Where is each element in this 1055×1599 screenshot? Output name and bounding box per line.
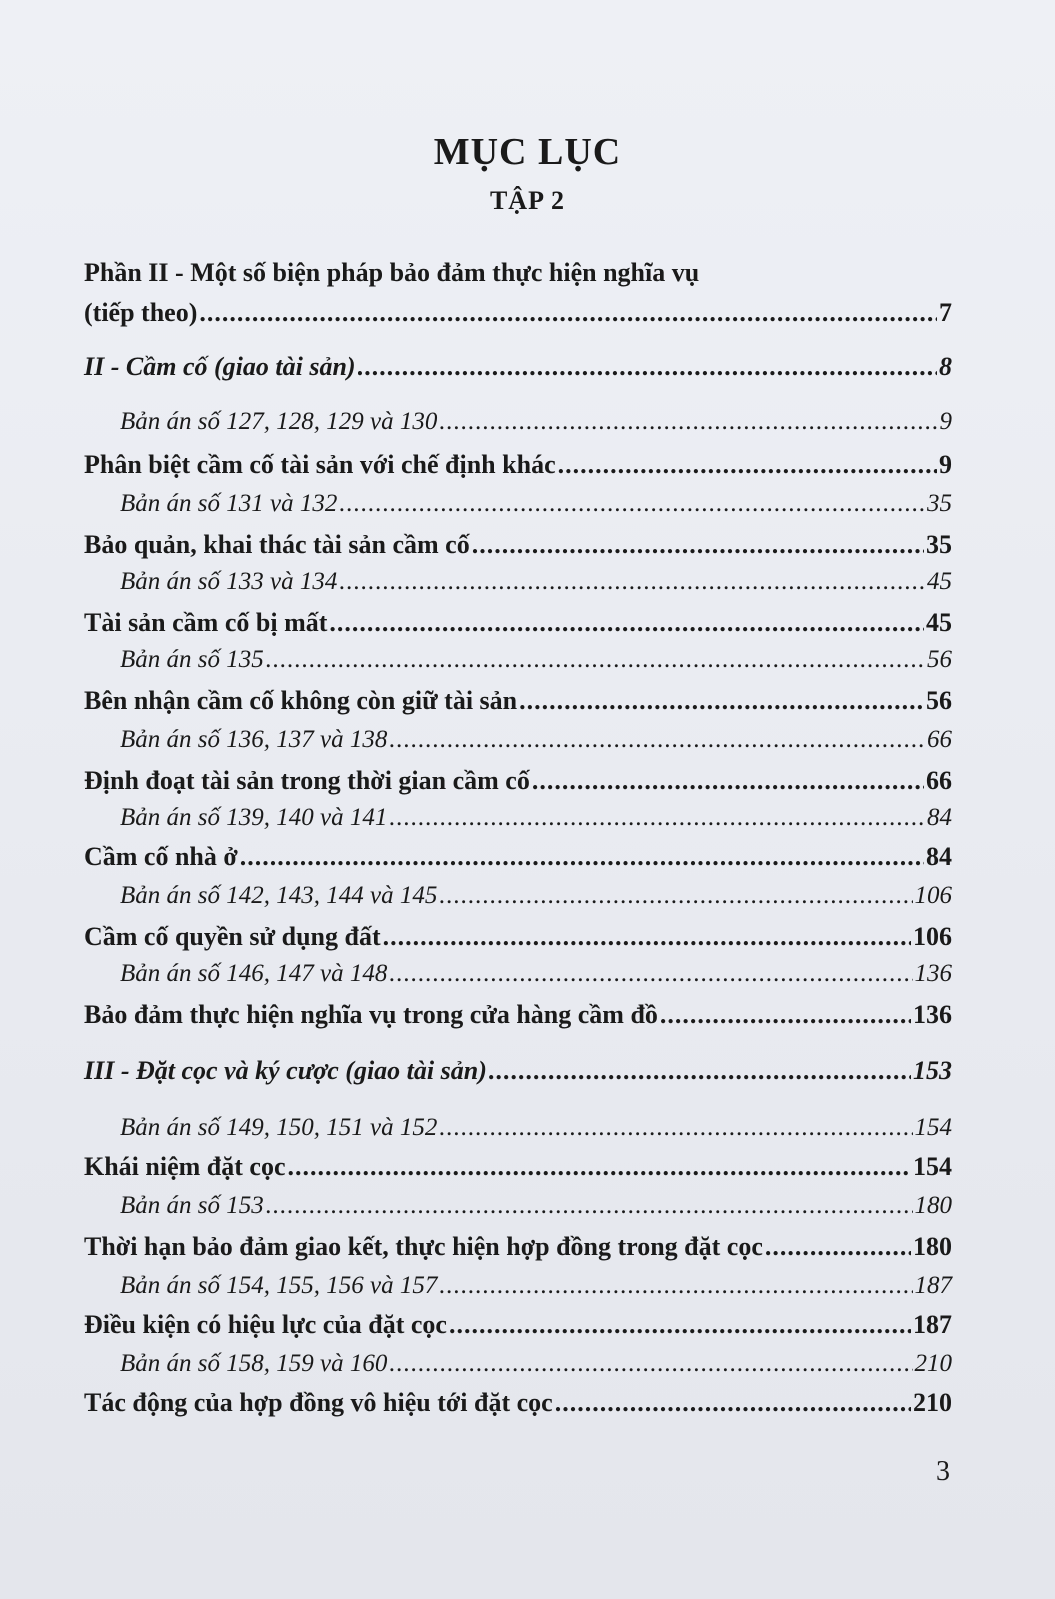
toc-entry — [84, 960, 952, 988]
toc-entry-label: Bản án số 136, 137 và 138 — [120, 726, 388, 753]
toc-entry — [84, 298, 952, 328]
toc-entry-page: 66 — [927, 726, 952, 753]
dot-leader — [439, 1272, 912, 1300]
toc-entry — [84, 608, 952, 638]
toc-entry — [84, 450, 952, 480]
toc-entry-page: 180 — [914, 1192, 952, 1219]
dot-leader — [339, 490, 925, 518]
toc-entry-label: Tài sản cầm cố bị mất — [84, 608, 328, 637]
toc-entry-page: 154 — [914, 1114, 952, 1141]
page-number: 3 — [936, 1456, 950, 1487]
toc-entry-label: Bản án số 149, 150, 151 và 152 — [120, 1114, 438, 1141]
toc-entry-page: 8 — [939, 352, 952, 381]
toc-entry — [84, 530, 952, 560]
toc-entry-page: 154 — [913, 1152, 952, 1181]
dot-leader — [660, 1000, 911, 1030]
toc-entry — [84, 1388, 952, 1418]
toc-entry-label: Bản án số 135 — [120, 646, 264, 673]
toc-entry-label: Tác động của hợp đồng vô hiệu tới đặt cọc — [84, 1388, 553, 1417]
toc-entry — [84, 686, 952, 716]
dot-leader — [519, 686, 924, 716]
toc-entry — [84, 1000, 952, 1030]
toc-entry-label: Bản án số 127, 128, 129 và 130 — [120, 408, 438, 435]
dot-leader — [389, 1350, 912, 1378]
dot-leader — [339, 568, 925, 596]
toc-entry — [84, 1272, 952, 1300]
toc-entry-label: Bản án số 139, 140 và 141 — [120, 804, 388, 831]
toc-entry-label: III - Đặt cọc và ký cược (giao tài sản) — [84, 1056, 487, 1085]
dot-leader — [389, 804, 925, 832]
toc-entry-label: (tiếp theo) — [84, 298, 198, 327]
toc-entry-page: 9 — [939, 408, 952, 435]
toc-entry — [84, 408, 952, 436]
toc-entry-label: Bản án số 154, 155, 156 và 157 — [120, 1272, 438, 1299]
toc-entry — [84, 766, 952, 796]
toc-entry-label: Cầm cố quyền sử dụng đất — [84, 922, 381, 951]
toc-entry-page: 153 — [913, 1056, 952, 1085]
toc-entry-label: Bảo đảm thực hiện nghĩa vụ trong cửa hàng cầm đồ — [84, 1000, 658, 1029]
toc-entry — [84, 1152, 952, 1182]
toc-entry-page: 136 — [913, 1000, 952, 1029]
toc-entry-label: Cầm cố nhà ở — [84, 842, 238, 871]
dot-leader — [389, 960, 912, 988]
toc-entry-page: 136 — [914, 960, 952, 987]
toc-entry — [84, 490, 952, 518]
toc-entry-label: Điều kiện có hiệu lực của đặt cọc — [84, 1310, 447, 1339]
toc-entry-page: 106 — [914, 882, 952, 909]
toc-entry — [84, 1056, 952, 1086]
dot-leader — [199, 298, 937, 328]
toc-entry-label: Bản án số 158, 159 và 160 — [120, 1350, 388, 1377]
page-title: MỤC LỤC — [433, 131, 622, 173]
dot-leader — [240, 842, 924, 872]
toc-entry-page: 180 — [913, 1232, 952, 1261]
dot-leader — [555, 1388, 911, 1418]
toc-entry-page: 9 — [939, 450, 952, 479]
toc-entry-label: Bản án số 146, 147 và 148 — [120, 960, 388, 987]
dot-leader — [358, 352, 937, 382]
toc-entry-page: 210 — [913, 1388, 952, 1417]
part-heading: Phần II - Một số biện pháp bảo đảm thực hiện nghĩa vụ — [84, 258, 700, 287]
toc-entry — [84, 1310, 952, 1340]
toc-entry — [84, 568, 952, 596]
toc-entry-page: 187 — [914, 1272, 952, 1299]
dot-leader — [329, 608, 924, 638]
toc-entry-page: 35 — [926, 530, 952, 559]
dot-leader — [389, 726, 925, 754]
toc-entry — [84, 1232, 952, 1262]
dot-leader — [288, 1152, 912, 1182]
toc-entry-label: Phân biệt cầm cố tài sản với chế định khác — [84, 450, 556, 479]
toc-entry-page: 84 — [926, 842, 952, 871]
toc-entry-page: 35 — [927, 490, 952, 517]
toc-entry — [84, 726, 952, 754]
toc-entry-label: Bản án số 153 — [120, 1192, 264, 1219]
toc-entry-page: 210 — [914, 1350, 952, 1377]
toc-entry-label: Bản án số 133 và 134 — [120, 568, 338, 595]
toc-entry-label: Khái niệm đặt cọc — [84, 1152, 286, 1181]
toc-entry — [84, 922, 952, 952]
dot-leader — [558, 450, 937, 480]
toc-entry — [84, 804, 952, 832]
toc-entry-label: II - Cầm cố (giao tài sản) — [84, 352, 356, 381]
toc-entry-page: 66 — [926, 766, 952, 795]
toc-entry-label: Bản án số 142, 143, 144 và 145 — [120, 882, 438, 909]
toc-entry — [84, 352, 952, 382]
toc-entry-page: 45 — [927, 568, 952, 595]
dot-leader — [489, 1056, 911, 1086]
toc-entry-label: Định đoạt tài sản trong thời gian cầm cố — [84, 766, 530, 795]
toc-entry-page: 56 — [927, 646, 952, 673]
toc-entry-page: 56 — [926, 686, 952, 715]
page-subtitle: TẬP 2 — [489, 186, 566, 215]
toc-entry-page: 187 — [913, 1310, 952, 1339]
dot-leader — [765, 1232, 911, 1262]
dot-leader — [532, 766, 924, 796]
toc-entry-page: 45 — [926, 608, 952, 637]
toc-entry — [84, 1192, 952, 1220]
toc-entry — [84, 1114, 952, 1142]
toc-entry-label: Bảo quản, khai thác tài sản cầm cố — [84, 530, 470, 559]
toc-entry-label: Bản án số 131 và 132 — [120, 490, 338, 517]
dot-leader — [439, 1114, 912, 1142]
toc-entry-page: 106 — [913, 922, 952, 951]
toc-entry-page: 7 — [939, 298, 952, 327]
dot-leader — [472, 530, 924, 560]
dot-leader — [266, 1192, 913, 1220]
dot-leader — [266, 646, 925, 674]
toc-entry-page: 84 — [927, 804, 952, 831]
toc-entry — [84, 882, 952, 910]
dot-leader — [439, 882, 912, 910]
toc-entry — [84, 842, 952, 872]
toc-entry — [84, 646, 952, 674]
toc-entry-label: Bên nhận cầm cố không còn giữ tài sản — [84, 686, 518, 715]
dot-leader — [449, 1310, 911, 1340]
dot-leader — [439, 408, 937, 436]
toc-entry — [84, 1350, 952, 1378]
toc-entry-label: Thời hạn bảo đảm giao kết, thực hiện hợp đồng trong đặt cọc — [84, 1232, 763, 1261]
dot-leader — [383, 922, 911, 952]
